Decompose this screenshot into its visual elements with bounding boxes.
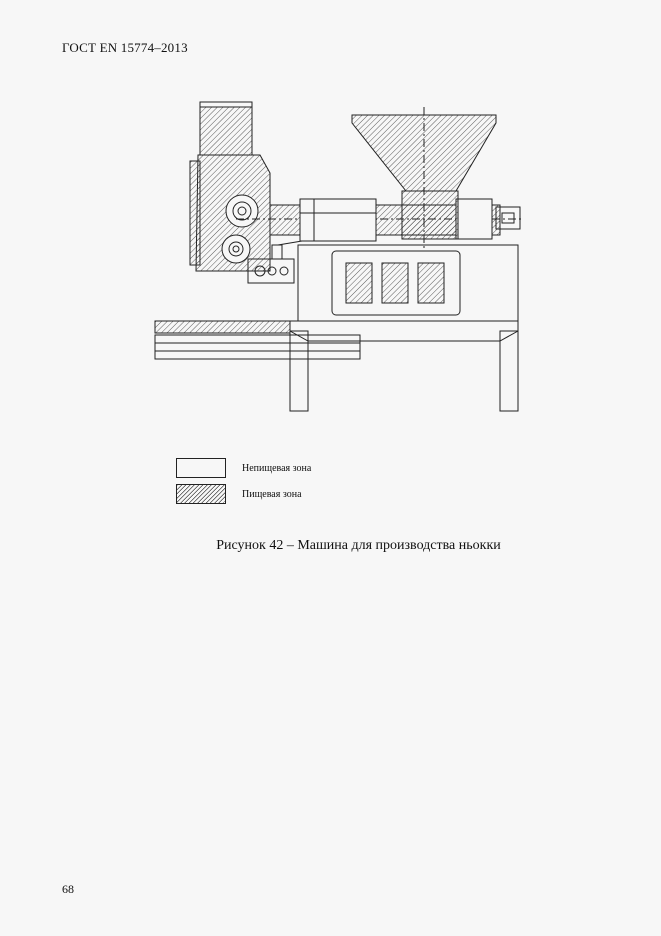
legend-item-non-food-zone: [176, 456, 311, 480]
conveyor-rail: [155, 335, 360, 359]
page-number: 68: [62, 882, 74, 896]
upper-roller: [226, 195, 258, 227]
machine-table-top: [290, 321, 518, 341]
figure-caption: Рисунок 42 – Машина для производства ньокки: [216, 538, 501, 553]
table-leg-right: [500, 331, 518, 411]
dough-hopper: [200, 107, 252, 155]
legend-label: Непищевая зона: [242, 462, 312, 474]
dough-hopper-top: [200, 102, 252, 107]
page-header: ГОСТ EN 15774–2013: [62, 40, 188, 55]
motor-coupling: [456, 199, 492, 239]
floor-hatched-strip: [155, 321, 290, 333]
lower-roller: [222, 235, 250, 263]
legend-swatch-hatched: [176, 484, 226, 504]
gnocchi-machine-drawing: [150, 95, 530, 417]
figure-legend: [176, 456, 311, 508]
vent-grilles: [346, 263, 444, 303]
legend-item-food-zone: [176, 482, 311, 506]
barrel-flange: [300, 199, 376, 241]
feed-neck: [402, 191, 458, 239]
legend-swatch-plain: [176, 458, 226, 478]
legend-label: Пищевая зона: [242, 488, 302, 500]
